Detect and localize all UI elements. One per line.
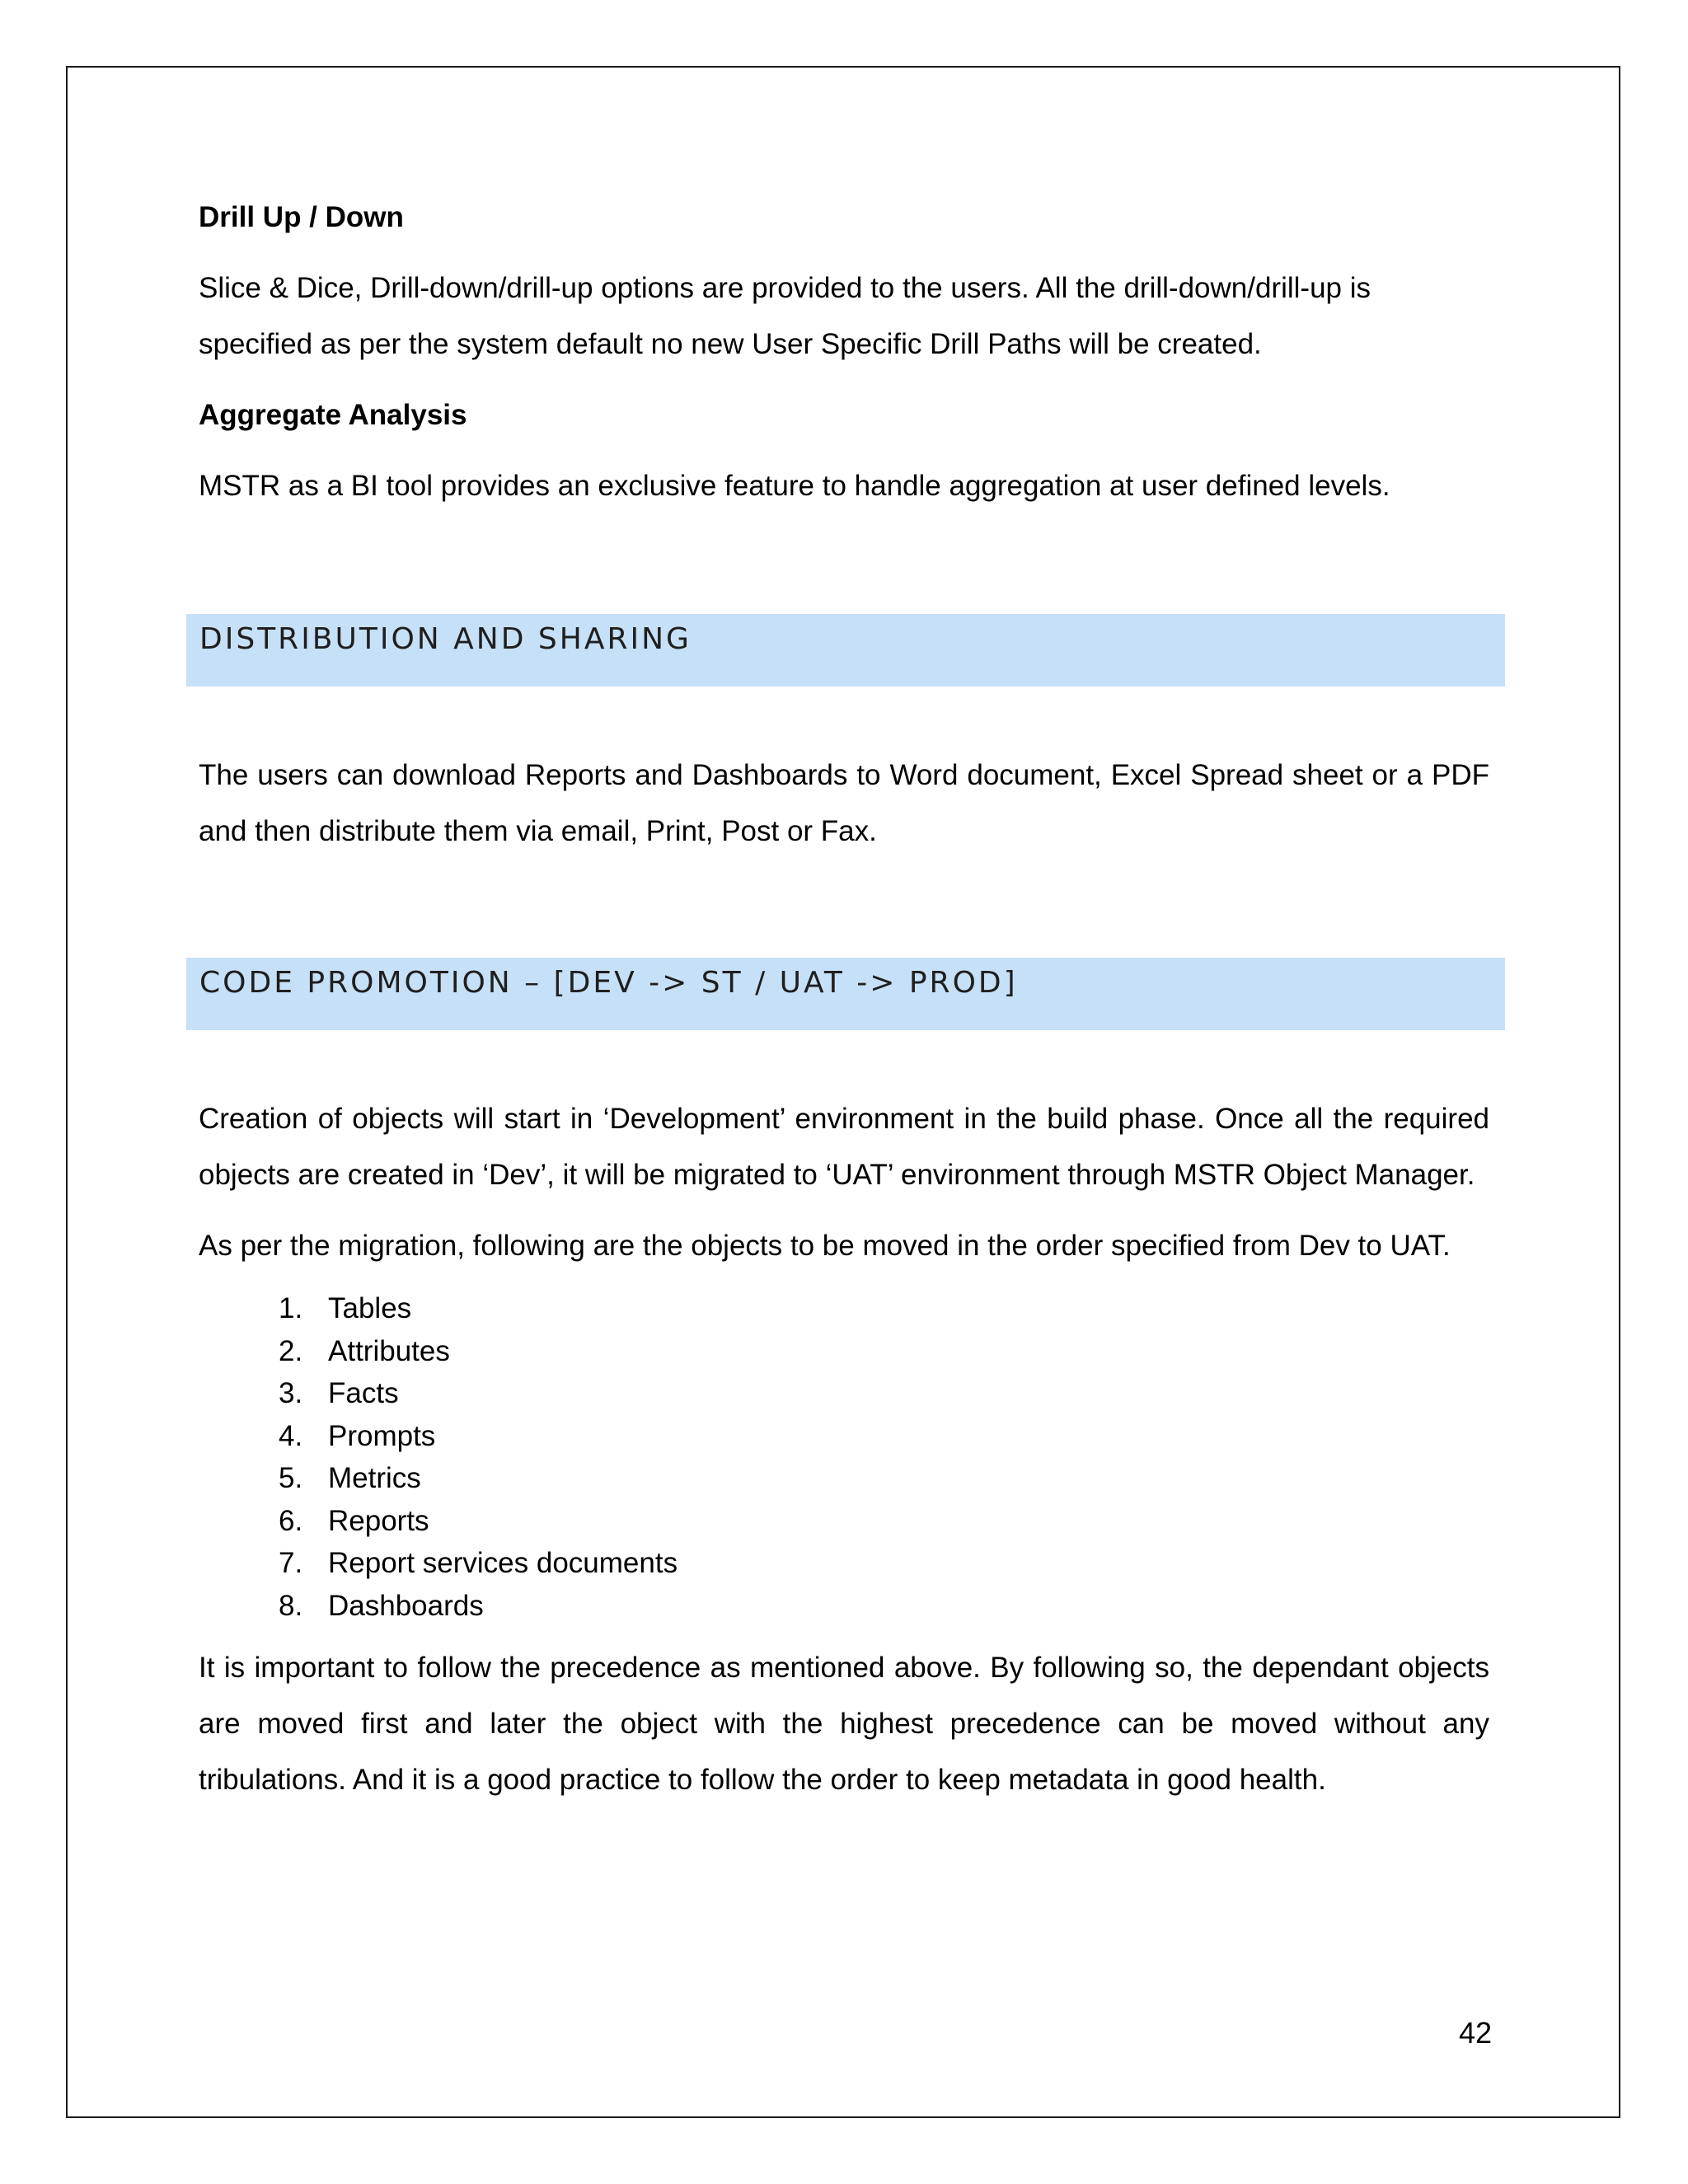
list-item-label: Dashboards [328, 1589, 484, 1622]
list-item-number: 4. [279, 1419, 303, 1452]
promotion-body-2: As per the migration, following are the objects to be moved in the order specified from Dev to UAT. [199, 1230, 1451, 1262]
object-order-list [199, 1287, 1489, 1627]
drill-heading: Drill Up / Down [199, 201, 404, 233]
intro-content [199, 190, 1489, 514]
list-item-number: 6. [279, 1504, 303, 1537]
list-item-number: 8. [279, 1589, 303, 1622]
list-item [199, 1330, 1489, 1373]
list-item [199, 1542, 1489, 1585]
list-item-number: 2. [279, 1334, 303, 1367]
list-item [199, 1415, 1489, 1458]
list-item-label: Tables [328, 1292, 412, 1324]
list-item [199, 1500, 1489, 1543]
list-item [199, 1457, 1489, 1500]
distribution-title: DISTRIBUTION AND SHARING [199, 622, 692, 656]
distribution-body: The users can download Reports and Dashboards to Word document, Excel Spread sheet or a PDF and then distribute them via email, Print, Post or Fax. [199, 759, 1489, 847]
promotion-body-3: It is important to follow the precedence as mentioned above. By following so, the dependant objects are moved first and later the object with the highest precedence can be moved without any tribulations. And it is a good practice to follow the order to keep metadata in good health. [199, 1652, 1489, 1796]
list-item-number: 3. [279, 1377, 303, 1409]
list-item-label: Reports [328, 1504, 429, 1537]
aggregate-heading: Aggregate Analysis [199, 399, 467, 431]
list-item [199, 1585, 1489, 1628]
promotion-title: CODE PROMOTION – [DEV -> ST / UAT -> PROD] [199, 966, 1018, 1000]
list-item-number: 7. [279, 1547, 303, 1579]
page-number: 42 [1458, 2016, 1492, 2050]
list-item-label: Report services documents [328, 1547, 678, 1579]
promotion-body-1: Creation of objects will start in ‘Development’ environment in the build phase. Once all the required objects are created in ‘Dev’, it will be migrated to ‘UAT’ environment through MSTR Object Manager. [199, 1103, 1489, 1191]
list-item-label: Facts [328, 1377, 399, 1409]
distribution-content [199, 748, 1489, 860]
promotion-section-bar [186, 958, 1505, 1030]
list-item-number: 5. [279, 1462, 303, 1494]
distribution-section-bar [186, 614, 1505, 687]
list-item [199, 1287, 1489, 1330]
list-item-label: Metrics [328, 1462, 421, 1494]
list-item-number: 1. [279, 1292, 303, 1324]
list-item-label: Prompts [328, 1419, 436, 1452]
aggregate-body: MSTR as a BI tool provides an exclusive feature to handle aggregation at user defined levels. [199, 470, 1390, 502]
list-item-label: Attributes [328, 1334, 450, 1367]
promotion-content [199, 1091, 1489, 1808]
list-item [199, 1372, 1489, 1415]
drill-body: Slice & Dice, Drill-down/drill-up options are provided to the users. All the drill-down/drill-up is specified as per the system default no new User Specific Drill Paths will be created. [199, 272, 1371, 360]
